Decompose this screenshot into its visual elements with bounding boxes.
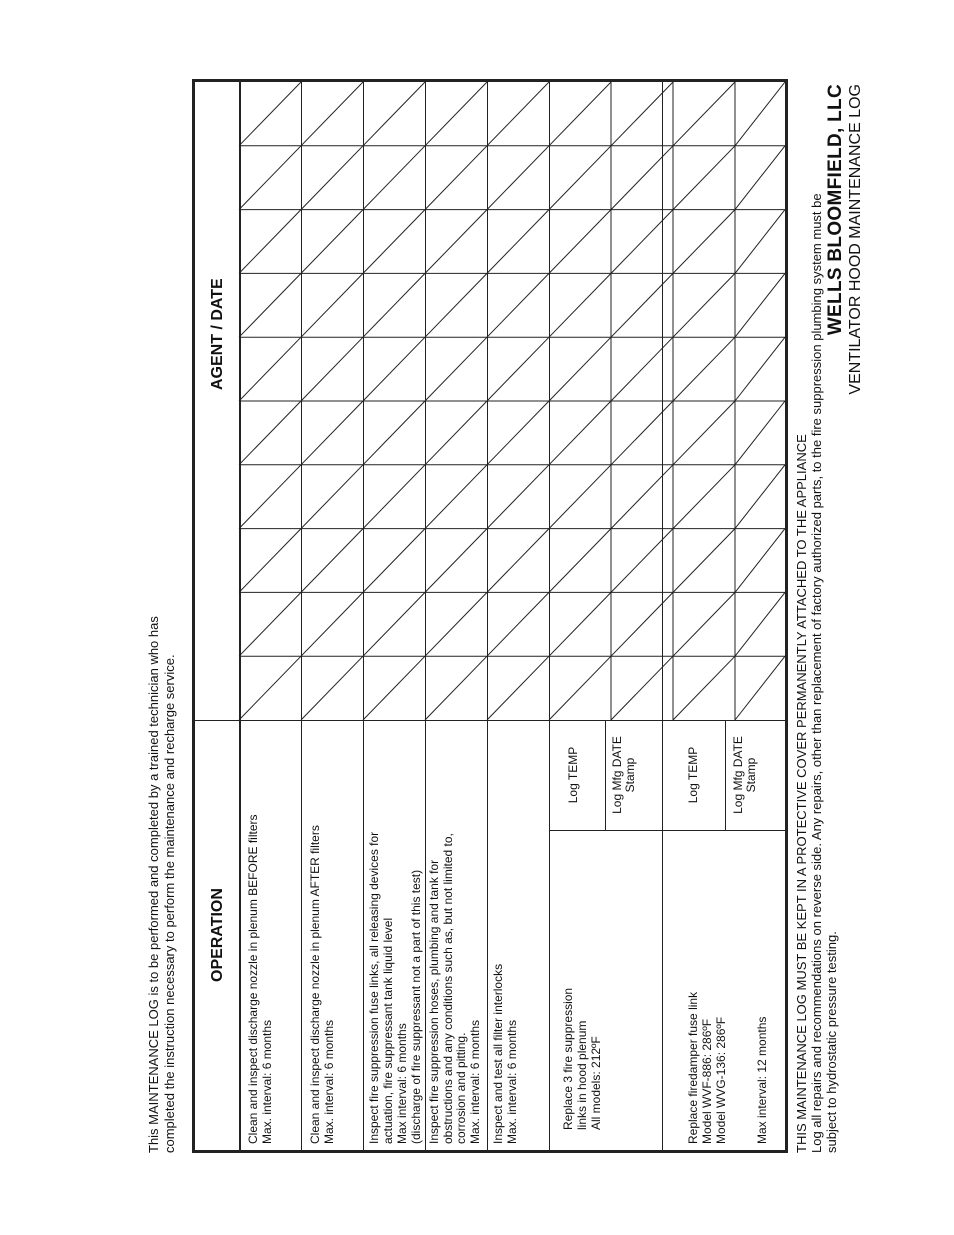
agent-date-cell-diagonal	[301, 465, 363, 529]
agent-date-cell-diagonal	[673, 82, 735, 146]
footer-notes	[794, 73, 839, 1153]
agent-date-cell-diagonal	[487, 273, 549, 337]
agent-date-cell-diagonal	[301, 337, 363, 401]
row-4-line-4: Max. interval: 6 months	[467, 1019, 482, 1144]
agent-date-cell-diagonal	[735, 210, 785, 274]
agent-date-cell-diagonal	[549, 592, 611, 656]
row-rule-3	[425, 82, 426, 1150]
agent-date-cell-diagonal	[673, 656, 735, 720]
agent-date-cell-diagonal	[487, 529, 549, 593]
agent-date-cell-diagonal	[301, 401, 363, 465]
maintenance-log-table	[192, 79, 788, 1153]
row-2-line-1: Clean and inspect discharge nozzle in plenum AFTER filters	[308, 825, 322, 1144]
agent-date-cell-diagonal	[611, 337, 673, 401]
agent-date-cell-diagonal	[611, 656, 673, 720]
group-1-sub-1: Log TEMP	[566, 746, 580, 804]
agent-date-cell-diagonal	[301, 210, 363, 274]
agent-date-cell-diagonal	[549, 146, 611, 210]
agent-date-cell-diagonal	[549, 656, 611, 720]
agent-date-cell-diagonal	[239, 529, 301, 593]
row-rule-1	[301, 82, 302, 1150]
agent-date-cell-diagonal	[363, 656, 425, 720]
intro-text	[146, 553, 178, 1153]
agent-date-cell-diagonal	[611, 273, 673, 337]
row-rule-2	[363, 82, 364, 1150]
group-1-sub-2a: Log Mfg DATE	[610, 736, 624, 814]
subrow-rule-2	[725, 721, 726, 831]
agent-date-cell-diagonal	[487, 82, 549, 146]
group-2-sub-1: Log TEMP	[686, 746, 700, 804]
agent-date-cell-diagonal	[611, 592, 673, 656]
agent-date-cell-diagonal	[239, 592, 301, 656]
agent-date-cell-diagonal	[425, 656, 487, 720]
row-rule-5	[549, 82, 550, 1150]
agent-date-cell-diagonal	[673, 337, 735, 401]
agent-date-cell-diagonal	[301, 273, 363, 337]
intro-line-1: This MAINTENANCE LOG is to be performed and completed by a trained technician who has	[146, 616, 161, 1153]
agent-date-cell-diagonal	[549, 465, 611, 529]
agent-date-cell-diagonal	[425, 529, 487, 593]
agent-date-cell-diagonal	[363, 273, 425, 337]
operation-row-3	[367, 726, 423, 1144]
agent-date-cell-diagonal	[673, 465, 735, 529]
operation-row-5	[491, 726, 519, 1144]
group-2-line-1: Replace firedamper fuse link	[686, 991, 700, 1144]
agent-date-cell-diagonal	[425, 592, 487, 656]
agent-date-cell-diagonal	[363, 337, 425, 401]
agent-date-cell-diagonal	[611, 401, 673, 465]
agent-date-cell-diagonal	[549, 401, 611, 465]
agent-date-cell-diagonal	[549, 529, 611, 593]
replace-firedamper-text	[686, 834, 728, 1144]
row-3-line-3: Max interval: 6 months	[395, 1023, 409, 1144]
agent-date-cell-diagonal	[611, 146, 673, 210]
log-temp-label-1	[567, 723, 580, 827]
agent-date-cell-diagonal	[735, 337, 785, 401]
agent-date-cell-diagonal	[239, 210, 301, 274]
group-2-sub-2a: Log Mfg DATE	[731, 736, 745, 814]
agent-date-cell-diagonal	[363, 592, 425, 656]
operation-header: OPERATION	[209, 888, 226, 982]
agent-date-cell-diagonal	[673, 401, 735, 465]
agent-date-cell-diagonal	[425, 82, 487, 146]
replace-links-text	[561, 840, 603, 1130]
agent-date-cell-diagonal	[487, 401, 549, 465]
company-name: WELLS BLOOMFIELD, LLC	[825, 84, 846, 336]
agent-date-cell-diagonal	[735, 401, 785, 465]
agent-date-cell-diagonal	[735, 529, 785, 593]
agent-date-cell-diagonal	[301, 529, 363, 593]
agent-date-cell-diagonal	[673, 529, 735, 593]
agent-date-cell-diagonal	[425, 401, 487, 465]
agent-date-cell-diagonal	[239, 401, 301, 465]
max-interval-12-text	[755, 834, 769, 1144]
log-date-label-2	[732, 723, 758, 827]
agent-date-cell-diagonal	[611, 82, 673, 146]
agent-date-cell-diagonal	[549, 273, 611, 337]
agent-date-cell-diagonal	[301, 592, 363, 656]
group-1-line-2: links in hood plenum	[575, 1020, 589, 1130]
agent-date-cell-diagonal	[239, 82, 301, 146]
group-1-sub-2b: Stamp	[623, 757, 637, 793]
row-3-line-1: Inspect fire suppression fuse links, all releasing devices for	[367, 831, 381, 1144]
agent-date-cell-diagonal	[425, 210, 487, 274]
row-rule-4	[487, 82, 488, 1150]
agent-date-cell-diagonal	[487, 592, 549, 656]
agent-date-cell-diagonal	[487, 146, 549, 210]
row-3-line-2: actuation, fire suppressant tank liquid level	[381, 917, 395, 1144]
agent-date-cell-diagonal	[487, 656, 549, 720]
agent-date-cell-diagonal	[239, 337, 301, 401]
row-1-line-1: Clean and inspect discharge nozzle in plenum BEFORE filters	[246, 814, 260, 1144]
agent-date-cell-diagonal	[735, 146, 785, 210]
agent-date-cell-diagonal	[425, 465, 487, 529]
agent-date-cell-diagonal	[673, 273, 735, 337]
row-5-line-2: Max. interval: 6 months	[505, 1019, 519, 1144]
agent-date-cell-diagonal	[673, 210, 735, 274]
agent-date-cell-diagonal	[611, 465, 673, 529]
log-temp-label-2	[687, 723, 700, 827]
footer-line-2: Log all repairs and recommendations on reverse side. Any repairs, other than replacement of factory authorized parts, to the fire suppression plumbing system must be	[809, 193, 824, 1153]
group-2-line-2: Model WVF-886: 286ºF	[700, 1018, 714, 1144]
agent-date-cell-diagonal	[735, 592, 785, 656]
agent-date-cell-diagonal	[735, 273, 785, 337]
row-rule-6	[662, 82, 663, 1150]
header-rule	[239, 82, 241, 1150]
agent-date-cell-diagonal	[239, 465, 301, 529]
row-4-line-1: Inspect fire suppression hoses, plumbing and tank for	[427, 859, 441, 1144]
operation-row-1	[246, 726, 274, 1144]
agent-date-cell-diagonal	[549, 82, 611, 146]
agent-date-cell-diagonal	[239, 146, 301, 210]
agent-date-cell-diagonal	[735, 656, 785, 720]
group-2-line-4: Max interval: 12 months	[755, 1016, 769, 1144]
group-1-line-3: All models: 212ºF	[589, 1036, 603, 1130]
group-2-sub-2b: Stamp	[744, 757, 758, 793]
agent-date-header: AGENT / DATE	[209, 278, 226, 390]
log-title: VENTILATOR HOOD MAINTENANCE LOG	[847, 84, 864, 395]
row-2-line-2: Max. interval: 6 months	[322, 1019, 336, 1144]
agent-date-cell-diagonal	[425, 146, 487, 210]
subrow-rule-1	[605, 721, 606, 831]
agent-date-cell-diagonal	[611, 210, 673, 274]
row-3-line-4: (discharge of fire suppressant not a part of this test)	[409, 869, 423, 1144]
agent-date-cell-diagonal	[611, 529, 673, 593]
group-1-line-1: Replace 3 fire suppression	[561, 987, 575, 1130]
agent-date-cell-diagonal	[363, 82, 425, 146]
footer-line-3: subject to hydrostatic pressure testing.	[824, 931, 839, 1153]
row-4-line-3: corrosion and pitting.	[454, 1032, 468, 1144]
agent-date-cell-diagonal	[487, 337, 549, 401]
operation-row-4	[428, 726, 482, 1144]
log-date-label-1	[611, 723, 637, 827]
agent-date-cell-diagonal	[301, 656, 363, 720]
intro-line-2: completed the instruction necessary to perform the maintenance and recharge service.	[162, 654, 177, 1153]
agent-date-cell-diagonal	[363, 401, 425, 465]
agent-date-cell-diagonal	[735, 82, 785, 146]
row-4-line-2: obstructions and any conditions such as, but not limited to,	[440, 833, 455, 1144]
operation-column-rule	[195, 720, 785, 721]
group-2-line-3: Model WVG-136: 286ºF	[714, 1016, 728, 1144]
agent-date-cell-diagonal	[363, 465, 425, 529]
agent-date-cell-diagonal	[363, 529, 425, 593]
agent-date-cell-diagonal	[363, 210, 425, 274]
agent-date-cell-diagonal	[425, 337, 487, 401]
agent-date-cell-diagonal	[425, 273, 487, 337]
footer-line-1: THIS MAINTENANCE LOG MUST BE KEPT IN A PROTECTIVE COVER PERMANENTLY ATTACHED TO THE APPLIANCE	[794, 434, 809, 1153]
agent-date-cell-diagonal	[549, 337, 611, 401]
agent-date-cell-diagonal	[239, 656, 301, 720]
agent-date-cell-diagonal	[487, 210, 549, 274]
agent-date-cell-diagonal	[735, 465, 785, 529]
row-1-line-2: Max. interval: 6 months	[260, 1019, 274, 1144]
agent-date-cell-diagonal	[487, 465, 549, 529]
agent-date-cell-diagonal	[673, 592, 735, 656]
agent-date-cell-diagonal	[301, 82, 363, 146]
subcol-rule-a	[549, 830, 785, 831]
operation-row-2	[308, 726, 336, 1144]
agent-date-cell-diagonal	[301, 146, 363, 210]
agent-date-cell-diagonal	[239, 273, 301, 337]
agent-date-cell-diagonal	[363, 146, 425, 210]
agent-date-cell-diagonal	[549, 210, 611, 274]
agent-date-cell-diagonal	[673, 146, 735, 210]
row-5-line-1: Inspect and test all filter interlocks	[491, 963, 505, 1144]
